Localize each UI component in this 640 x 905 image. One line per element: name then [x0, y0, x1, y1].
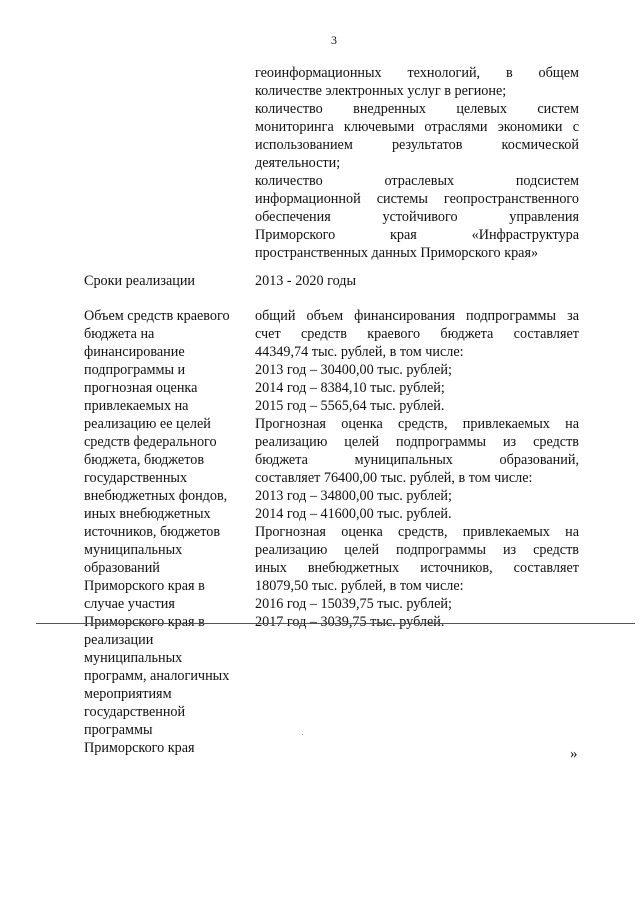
value-line: 2016 год – 15039,75 тыс. рублей; [255, 596, 452, 612]
value-line: Прогнозная оценка средств, привлекаемых на [255, 416, 579, 432]
value-line: 2015 год – 5565,64 тыс. рублей. [255, 398, 445, 414]
indicators-continuation [255, 64, 579, 262]
text-line: количество внедренных целевых систем [255, 101, 579, 117]
label-line: бюджета на [84, 326, 155, 342]
text-line: количестве электронных услуг в регионе; [255, 83, 507, 99]
label-line: средств федерального [84, 434, 217, 450]
terms-label: Сроки реализации [84, 273, 196, 289]
label-line: бюджета, бюджетов [84, 452, 205, 468]
text-line: мониторинга ключевыми отраслями экономики с [255, 119, 579, 135]
label-line: финансирование [84, 344, 185, 360]
page-number: 3 [331, 33, 337, 47]
text-line: количество отраслевых подсистем [255, 173, 579, 189]
label-line: государственной [84, 704, 186, 720]
text-line: деятельности; [255, 155, 341, 171]
label-line: реализацию ее целей [84, 416, 211, 432]
label-line: программы [84, 722, 153, 738]
value-line: 2014 год – 8384,10 тыс. рублей; [255, 380, 445, 396]
value-line: бюджета муниципальных образований, [255, 452, 579, 468]
label-line: внебюджетных фондов, [84, 488, 228, 504]
value-line: счет средств краевого бюджета составляет [255, 326, 579, 342]
value-line: иных внебюджетных источников, составляет [255, 560, 579, 576]
label-line: случае участия [84, 596, 175, 612]
label-line: Приморского края в [84, 578, 205, 594]
budget-label [84, 307, 230, 757]
value-line: реализацию целей подпрограммы из средств [255, 434, 579, 450]
text-line: использованием результатов космической [255, 137, 579, 153]
label-line: Приморского края [84, 740, 195, 756]
scan-speck [302, 734, 303, 735]
label-line: иных внебюджетных [84, 506, 211, 522]
value-line: 18079,50 тыс. рублей, в том числе: [255, 578, 464, 594]
label-line: реализации [84, 632, 154, 648]
horizontal-rule [36, 623, 635, 624]
label-line: прогнозная оценка [84, 380, 198, 396]
label-line: источников, бюджетов [84, 524, 221, 540]
label-line: подпрограммы и [84, 362, 186, 378]
value-line: 2013 год – 34800,00 тыс. рублей; [255, 488, 452, 504]
label-line: привлекаемых на [84, 398, 189, 414]
value-line: составляет 76400,00 тыс. рублей, в том числе: [255, 470, 533, 486]
value-line: 2014 год – 41600,00 тыс. рублей. [255, 506, 452, 522]
text-line: информационной системы геопространственного [255, 191, 579, 207]
closing-quote: » [570, 746, 578, 762]
label-line: Объем средств краевого [84, 308, 230, 324]
value-line: 2017 год – 3039,75 тыс. рублей. [255, 614, 445, 630]
label-line: государственных [84, 470, 188, 486]
value-line: Прогнозная оценка средств, привлекаемых на [255, 524, 579, 540]
value-line: 44349,74 тыс. рублей, в том числе: [255, 344, 464, 360]
label-line: мероприятиям [84, 686, 172, 702]
value-line: общий объем финансирования подпрограммы за [255, 308, 579, 324]
value-line: 2013 год – 30400,00 тыс. рублей; [255, 362, 452, 378]
label-line: Приморского края в [84, 614, 205, 630]
label-line: муниципальных [84, 542, 183, 558]
label-line: образований [84, 560, 160, 576]
value-line: реализацию целей подпрограммы из средств [255, 542, 579, 558]
text-line: пространственных данных Приморского края» [255, 245, 539, 261]
terms-value: 2013 - 2020 годы [255, 273, 357, 289]
text-line: обеспечения устойчивого управления [255, 209, 579, 225]
label-line: программ, аналогичных [84, 668, 230, 684]
text-line: геоинформационных технологий, в общем [255, 65, 579, 81]
budget-value [255, 307, 579, 631]
text-line: Приморского края «Инфраструктура [255, 227, 579, 243]
label-line: муниципальных [84, 650, 183, 666]
